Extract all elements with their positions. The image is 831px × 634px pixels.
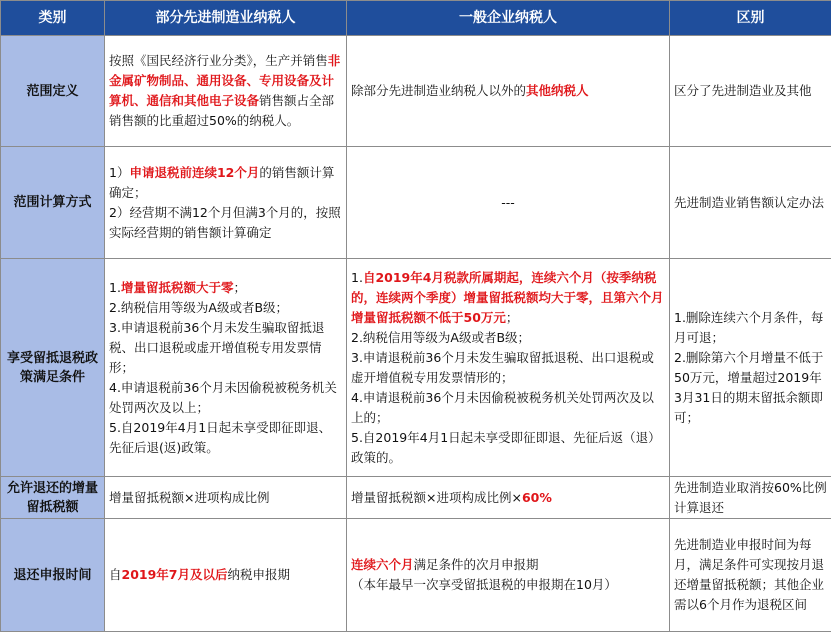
text-segment: 满足条件的次月申报期 （本年最早一次享受留抵退税的申报期在10月） xyxy=(351,557,617,592)
difference-cell: 先进制造业销售额认定办法 xyxy=(670,147,831,259)
text-segment: 1. xyxy=(109,279,121,295)
text-segment: 纳税申报期 xyxy=(227,567,291,582)
header-advanced-manufacturing: 部分先进制造业纳税人 xyxy=(105,1,347,36)
table-row xyxy=(1,477,831,519)
general-cell xyxy=(347,477,670,519)
general-cell xyxy=(347,519,670,632)
difference-cell: 先进制造业取消按60%比例计算退还 xyxy=(670,477,831,519)
difference-cell: 区分了先进制造业及其他 xyxy=(670,36,831,147)
text-segment: 的销售额计算确定； xyxy=(109,164,335,200)
general-cell xyxy=(347,147,670,259)
text-segment: ； 2.纳税信用等级为A级或者B级； 3.申请退税前36个月未发生骗取留抵退税、出口退税或虚开增值税专用发票情形； 4.申请退税前36个月未因偷税被税务机关处罚两次及以上； 5.自2019年4月1日起未享受即征即退、先征后退(返)政策。 xyxy=(109,279,337,455)
text-segment: 除部分先进制造业纳税人以外的 xyxy=(351,83,527,98)
table-row xyxy=(1,259,831,477)
row-category: 享受留抵退税政策满足条件 xyxy=(1,259,105,477)
text-segment: --- xyxy=(501,194,515,210)
text-segment: 2）经营期不满12个月但满3个月的，按照实际经营期的销售额计算确定 xyxy=(109,204,341,240)
highlight-text: 连续六个月 xyxy=(351,557,414,572)
highlight-text: 非金属矿物制品、通用设备、专用设备及计算机、通信和其他电子设备 xyxy=(109,53,341,108)
row-category: 允许退还的增量留抵税额 xyxy=(1,477,105,519)
highlight-text: 自2019年4月税款所属期起，连续六个月（按季纳税的，连续两个季度）增量留抵税额均大于零，且第六个月增量留抵税额不低于50万元 xyxy=(351,269,664,325)
advanced-cell xyxy=(105,519,347,632)
header-difference: 区别 xyxy=(670,1,831,36)
highlight-text: 增量留抵税额大于零 xyxy=(120,279,234,295)
text-segment: 自 xyxy=(109,567,122,582)
highlight-text: 2019年7月及以后 xyxy=(121,567,228,582)
general-cell xyxy=(347,259,670,477)
row-category: 退还申报时间 xyxy=(1,519,105,632)
text-segment: 销售额占全部销售额的比重超过50%的纳税人。 xyxy=(109,93,335,128)
highlight-text: 其他纳税人 xyxy=(526,83,589,98)
text-segment: 1. xyxy=(351,269,363,285)
table-row xyxy=(1,147,831,259)
advanced-cell xyxy=(105,36,347,147)
difference-cell: 1.删除连续六个月条件，每月可退； 2.删除第六个月增量不低于50万元，增量超过2019年3月31日的期末留抵余额即可； xyxy=(670,259,831,477)
advanced-cell xyxy=(105,259,347,477)
text-segment: 增量留抵税额×进项构成比例 xyxy=(109,489,270,505)
text-segment: ； 2.纳税信用等级为A级或者B级； 3.申请退税前36个月未发生骗取留抵退税、出口退税或虚开增值税专用发票情形的； 4.申请退税前36个月未因偷税被税务机关处罚两次及以上的； 5.自2019年4月1日起未享受即征即退、先征后返（退）政策的。 xyxy=(351,309,661,465)
advanced-cell xyxy=(105,477,347,519)
row-category: 范围定义 xyxy=(1,36,105,147)
header-general-enterprise: 一般企业纳税人 xyxy=(347,1,670,36)
text-segment: 按照《国民经济行业分类》，生产并销售 xyxy=(109,53,328,68)
text-segment: 1） xyxy=(109,164,130,180)
advanced-cell xyxy=(105,147,347,259)
header-category: 类别 xyxy=(1,1,105,36)
table-row xyxy=(1,519,831,632)
row-category: 范围计算方式 xyxy=(1,147,105,259)
difference-cell: 先进制造业申报时间为每月，满足条件可实现按月退还增量留抵税额；其他企业需以6个月作为退税区间 xyxy=(670,519,831,632)
header-row xyxy=(1,1,831,36)
highlight-text: 申请退税前连续12个月 xyxy=(129,164,260,180)
general-cell xyxy=(347,36,670,147)
text-segment: 增量留抵税额×进项构成比例× xyxy=(351,489,522,505)
highlight-text: 60% xyxy=(521,489,552,505)
table-row xyxy=(1,36,831,147)
